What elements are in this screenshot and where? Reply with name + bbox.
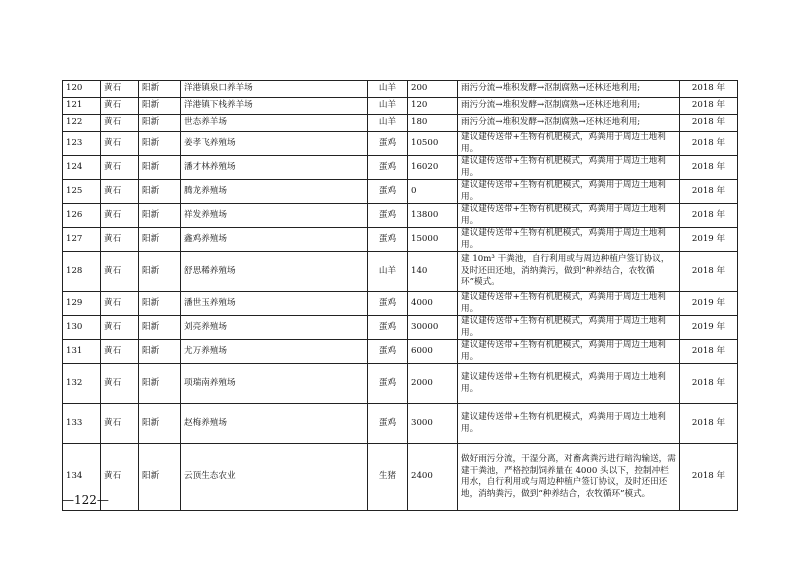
year-cell: 2018 年 <box>680 204 738 228</box>
row-number: 120 <box>63 81 101 98</box>
year-cell: 2018 年 <box>680 156 738 180</box>
row-number: 130 <box>63 316 101 340</box>
county-cell: 阳新 <box>139 316 181 340</box>
scale-cell: 0 <box>408 180 458 204</box>
row-number: 126 <box>63 204 101 228</box>
farm-name-cell: 洋港镇下栈养羊场 <box>181 98 368 115</box>
treatment-measure-cell: 建议建传送带+生物有机肥模式，鸡粪用于周边土地利用。 <box>458 156 680 180</box>
county-cell: 阳新 <box>139 204 181 228</box>
livestock-type-cell: 山羊 <box>368 98 408 115</box>
county-cell: 阳新 <box>139 228 181 252</box>
city-cell: 黄石 <box>101 156 139 180</box>
county-cell: 阳新 <box>139 444 181 511</box>
table-row <box>63 364 738 404</box>
row-number: 133 <box>63 404 101 444</box>
county-cell: 阳新 <box>139 156 181 180</box>
scale-cell: 2000 <box>408 364 458 404</box>
farm-name-cell: 舒思稀养殖场 <box>181 252 368 292</box>
year-cell: 2018 年 <box>680 252 738 292</box>
farm-name-cell: 鑫鸡养殖场 <box>181 228 368 252</box>
table-row <box>63 228 738 252</box>
row-number: 123 <box>63 132 101 156</box>
table-row <box>63 180 738 204</box>
scale-cell: 180 <box>408 115 458 132</box>
table-row <box>63 252 738 292</box>
treatment-measure-cell: 建议建传送带+生物有机肥模式，鸡粪用于周边土地利用。 <box>458 180 680 204</box>
county-cell: 阳新 <box>139 81 181 98</box>
livestock-type-cell: 蛋鸡 <box>368 204 408 228</box>
table-row <box>63 156 738 180</box>
year-cell: 2018 年 <box>680 364 738 404</box>
scale-cell: 30000 <box>408 316 458 340</box>
year-cell: 2019 年 <box>680 292 738 316</box>
treatment-measure-cell: 建议建传送带+生物有机肥模式，鸡粪用于周边土地利用。 <box>458 364 680 404</box>
scale-cell: 140 <box>408 252 458 292</box>
year-cell: 2019 年 <box>680 316 738 340</box>
treatment-measure-cell: 雨污分流→堆积发酵→沤制腐熟→还林还地利用; <box>458 98 680 115</box>
city-cell: 黄石 <box>101 364 139 404</box>
farm-name-cell: 洋港镇泉口养羊场 <box>181 81 368 98</box>
farm-name-cell: 云顶生态农业 <box>181 444 368 511</box>
scale-cell: 200 <box>408 81 458 98</box>
livestock-type-cell: 生猪 <box>368 444 408 511</box>
city-cell: 黄石 <box>101 292 139 316</box>
row-number: 129 <box>63 292 101 316</box>
year-cell: 2018 年 <box>680 444 738 511</box>
farm-name-cell: 赵梅养殖场 <box>181 404 368 444</box>
treatment-measure-cell: 雨污分流→堆积发酵→沤制腐熟→还林还地利用; <box>458 81 680 98</box>
city-cell: 黄石 <box>101 404 139 444</box>
scale-cell: 2400 <box>408 444 458 511</box>
treatment-measure-cell: 建议建传送带+生物有机肥模式，鸡粪用于周边土地利用。 <box>458 316 680 340</box>
scale-cell: 13800 <box>408 204 458 228</box>
table-row <box>63 444 738 511</box>
farm-name-cell: 祥发养殖场 <box>181 204 368 228</box>
county-cell: 阳新 <box>139 252 181 292</box>
treatment-measure-cell: 建议建传送带+生物有机肥模式，鸡粪用于周边土地利用。 <box>458 228 680 252</box>
row-number: 132 <box>63 364 101 404</box>
year-cell: 2018 年 <box>680 115 738 132</box>
table-row <box>63 204 738 228</box>
livestock-type-cell: 蛋鸡 <box>368 292 408 316</box>
table-row <box>63 316 738 340</box>
farm-name-cell: 世态养羊场 <box>181 115 368 132</box>
farm-name-cell: 潘世玉养殖场 <box>181 292 368 316</box>
treatment-measure-cell: 建议建传送带+生物有机肥模式，鸡粪用于周边土地利用。 <box>458 292 680 316</box>
farm-name-cell: 项瑞南养殖场 <box>181 364 368 404</box>
year-cell: 2018 年 <box>680 81 738 98</box>
row-number: 127 <box>63 228 101 252</box>
facility-table <box>62 80 738 511</box>
year-cell: 2018 年 <box>680 180 738 204</box>
scale-cell: 4000 <box>408 292 458 316</box>
scale-cell: 10500 <box>408 132 458 156</box>
county-cell: 阳新 <box>139 292 181 316</box>
livestock-type-cell: 蛋鸡 <box>368 404 408 444</box>
city-cell: 黄石 <box>101 316 139 340</box>
city-cell: 黄石 <box>101 132 139 156</box>
city-cell: 黄石 <box>101 252 139 292</box>
scale-cell: 120 <box>408 98 458 115</box>
livestock-type-cell: 山羊 <box>368 115 408 132</box>
city-cell: 黄石 <box>101 98 139 115</box>
city-cell: 黄石 <box>101 204 139 228</box>
treatment-measure-cell: 做好雨污分流，干湿分离，对畜禽粪污进行暗沟输送，需建干粪池，严格控制饲养量在 4000 头以下，控制冲栏用水，自行利用或与周边种植户签订协议，及时还田还地，消纳粪污，做到“种养结合，农牧循环”模式。 <box>458 444 680 511</box>
row-number: 125 <box>63 180 101 204</box>
county-cell: 阳新 <box>139 98 181 115</box>
row-number: 124 <box>63 156 101 180</box>
table-row <box>63 81 738 98</box>
table-row <box>63 404 738 444</box>
row-number: 128 <box>63 252 101 292</box>
treatment-measure-cell: 建议建传送带+生物有机肥模式，鸡粪用于周边土地利用。 <box>458 404 680 444</box>
county-cell: 阳新 <box>139 132 181 156</box>
county-cell: 阳新 <box>139 115 181 132</box>
county-cell: 阳新 <box>139 404 181 444</box>
scale-cell: 6000 <box>408 340 458 364</box>
city-cell: 黄石 <box>101 115 139 132</box>
treatment-measure-cell: 雨污分流→堆积发酵→沤制腐熟→还林还地利用; <box>458 115 680 132</box>
livestock-type-cell: 蛋鸡 <box>368 228 408 252</box>
livestock-type-cell: 山羊 <box>368 81 408 98</box>
treatment-measure-cell: 建 10m³ 干粪池，自行利用或与周边种植户签订协议，及时还田还地，消纳粪污，做到“种养结合，农牧循环”模式。 <box>458 252 680 292</box>
table-row <box>63 340 738 364</box>
livestock-type-cell: 蛋鸡 <box>368 364 408 404</box>
year-cell: 2018 年 <box>680 404 738 444</box>
year-cell: 2018 年 <box>680 132 738 156</box>
livestock-type-cell: 蛋鸡 <box>368 156 408 180</box>
city-cell: 黄石 <box>101 340 139 364</box>
year-cell: 2018 年 <box>680 340 738 364</box>
county-cell: 阳新 <box>139 340 181 364</box>
city-cell: 黄石 <box>101 444 139 511</box>
scale-cell: 16020 <box>408 156 458 180</box>
livestock-type-cell: 蛋鸡 <box>368 180 408 204</box>
row-number: 131 <box>63 340 101 364</box>
page-number: —122— <box>62 493 109 507</box>
livestock-type-cell: 蛋鸡 <box>368 340 408 364</box>
table-row <box>63 98 738 115</box>
livestock-type-cell: 蛋鸡 <box>368 132 408 156</box>
city-cell: 黄石 <box>101 180 139 204</box>
treatment-measure-cell: 建议建传送带+生物有机肥模式，鸡粪用于周边土地利用。 <box>458 340 680 364</box>
table-row <box>63 132 738 156</box>
farm-name-cell: 姜孝飞养殖场 <box>181 132 368 156</box>
year-cell: 2019 年 <box>680 228 738 252</box>
farm-name-cell: 刘亮养殖场 <box>181 316 368 340</box>
county-cell: 阳新 <box>139 180 181 204</box>
row-number: 134 <box>63 444 101 511</box>
city-cell: 黄石 <box>101 228 139 252</box>
farm-name-cell: 尤万养殖场 <box>181 340 368 364</box>
livestock-type-cell: 山羊 <box>368 252 408 292</box>
scale-cell: 15000 <box>408 228 458 252</box>
year-cell: 2018 年 <box>680 98 738 115</box>
table-row <box>63 115 738 132</box>
scale-cell: 3000 <box>408 404 458 444</box>
county-cell: 阳新 <box>139 364 181 404</box>
treatment-measure-cell: 建议建传送带+生物有机肥模式，鸡粪用于周边土地利用。 <box>458 132 680 156</box>
farm-name-cell: 潘才林养殖场 <box>181 156 368 180</box>
treatment-measure-cell: 建议建传送带+生物有机肥模式，鸡粪用于周边土地利用。 <box>458 204 680 228</box>
row-number: 122 <box>63 115 101 132</box>
city-cell: 黄石 <box>101 81 139 98</box>
table-row <box>63 292 738 316</box>
row-number: 121 <box>63 98 101 115</box>
livestock-type-cell: 蛋鸡 <box>368 316 408 340</box>
farm-name-cell: 腾龙养殖场 <box>181 180 368 204</box>
